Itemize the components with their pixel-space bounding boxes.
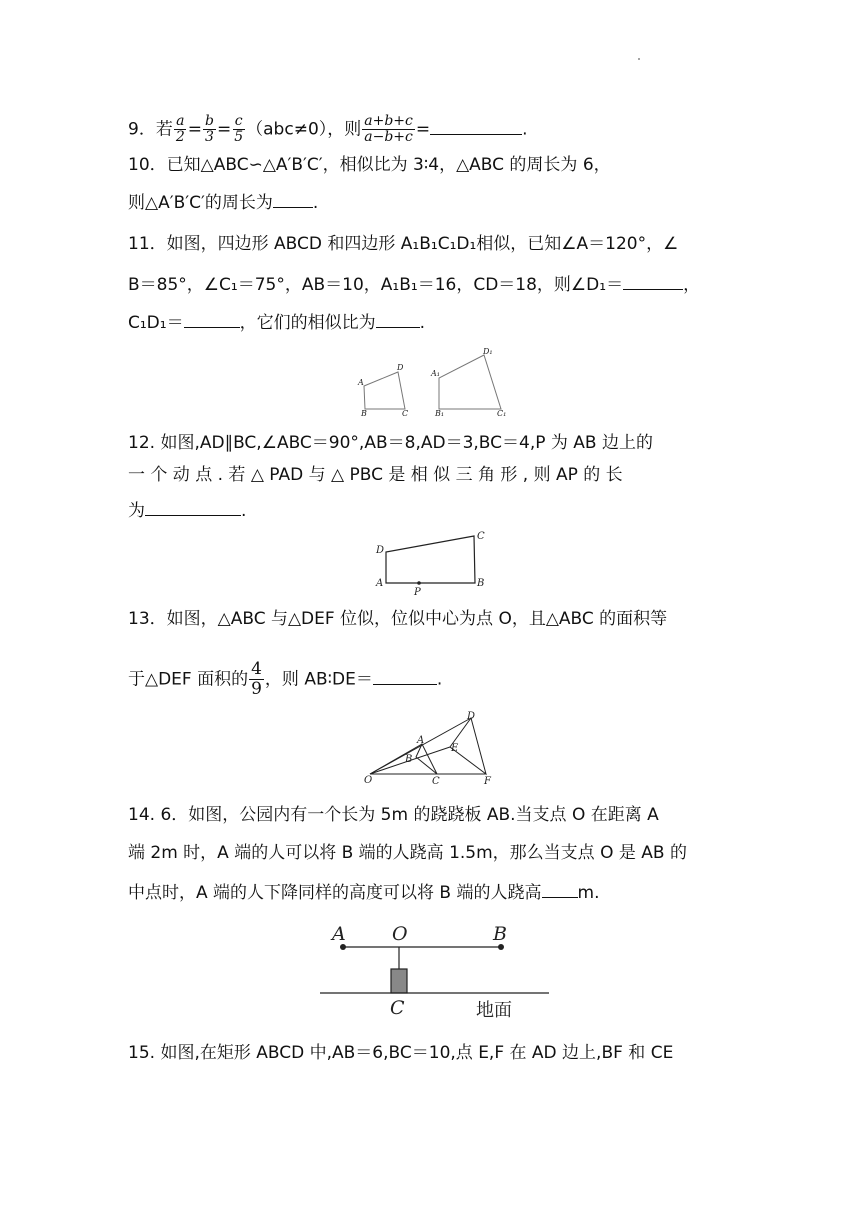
label-o: O xyxy=(392,923,408,945)
label-b: B xyxy=(493,923,507,945)
label-b: B xyxy=(361,409,367,417)
ground-label: 地面 xyxy=(476,1000,512,1021)
q12-line2: 一 个 动 点 . 若 △ PAD 与 △ PBC 是 相 似 三 角 形 , 则 AP 的 长 xyxy=(128,465,623,485)
quad-a1b1c1d1 xyxy=(439,355,501,409)
label-d: D xyxy=(397,363,404,372)
label-a: A xyxy=(417,735,425,746)
q13-line1: 13．如图，△ABC 与△DEF 位似，位似中心为点 O，且△ABC 的面积等 xyxy=(128,609,668,629)
q11-line2: B＝85°，∠C₁＝75°，AB＝10，A₁B₁＝16，CD＝18，则∠D₁＝ ， xyxy=(128,275,701,295)
q13-line2: 于△DEF 面积的 $\frac{4}{9}$ ，则 AB∶DE＝ . xyxy=(128,659,443,699)
label-c: C xyxy=(390,997,405,1019)
page-speck xyxy=(638,58,640,60)
label-a: A xyxy=(358,378,364,387)
q10-line1: 10．已知△ABC∽△A′B′C′，相似比为 3∶4，△ABC 的周长为 6， xyxy=(128,155,611,175)
trapezoid-abcd xyxy=(386,536,475,583)
label-c1: C₁ xyxy=(497,409,507,417)
q13-answer-blank[interactable] xyxy=(373,668,437,685)
label-o: O xyxy=(364,775,373,786)
q10-answer-blank[interactable] xyxy=(273,191,313,208)
q11-line1: 11．如图，四边形 ABCD 和四边形 A₁B₁C₁D₁相似，已知∠A＝120°，∠ xyxy=(128,234,679,254)
label-b: B xyxy=(405,754,413,765)
label-a1: A₁ xyxy=(431,369,440,378)
q12-figure xyxy=(370,526,490,598)
label-e: E xyxy=(451,743,459,754)
label-b: B xyxy=(477,578,485,589)
q12-line3: 为 . xyxy=(128,501,247,521)
fulcrum-block xyxy=(391,969,407,993)
triangle-abc xyxy=(416,744,437,774)
q13-area-fraction: $\frac{4}{9}$ xyxy=(251,659,262,699)
q15-line1: 15. 如图,在矩形 ABCD 中,AB＝6,BC＝10,点 E,F 在 AD 边上,BF 和 CE xyxy=(128,1043,674,1063)
q11-length-blank[interactable] xyxy=(184,311,240,328)
q9-answer-blank[interactable] xyxy=(430,118,522,135)
q13-figure xyxy=(360,707,510,787)
label-d1: D₁ xyxy=(483,347,493,356)
q12-answer-blank[interactable] xyxy=(145,499,241,516)
q14-line2: 端 2m 时，A 端的人可以将 B 端的人跷高 1.5m，那么当支点 O 是 AB 的 xyxy=(128,843,687,863)
label-c: C xyxy=(477,531,485,542)
label-c: C xyxy=(432,776,440,787)
q11-angle-blank[interactable] xyxy=(623,273,683,290)
q14-line1: 14. 6．如图，公园内有一个长为 5m 的跷跷板 AB.当支点 O 在距离 A xyxy=(128,805,659,825)
label-d: D xyxy=(376,545,385,556)
q11-figure xyxy=(355,345,515,417)
q9-line: 9．若 $\frac{a}{2}$ = $\frac{b}{3}$ = $\frac{c}{5}$ （abc≠0），则 $\frac{a+b+c}{a-b+c}$ = . xyxy=(128,113,528,145)
q9-target-fraction: $\frac{a+b+c}{a-b+c}$ xyxy=(364,113,413,145)
label-b1: B₁ xyxy=(435,409,445,417)
label-c: C xyxy=(402,409,409,417)
q9-fraction-a: $\frac{a}{2}$ xyxy=(175,113,185,145)
q11-ratio-blank[interactable] xyxy=(376,311,420,328)
label-f: F xyxy=(484,776,491,787)
q10-line2: 则△A′B′C′的周长为 . xyxy=(128,193,319,213)
q12-line1: 12. 如图,AD∥BC,∠ABC＝90°,AB＝8,AD＝3,BC＝4,P 为 AB 边上的 xyxy=(128,433,653,453)
label-a: A xyxy=(376,578,384,589)
label-d: D xyxy=(467,711,476,722)
q11-line3: C₁D₁＝ ，它们的相似比为 . xyxy=(128,313,425,333)
q14-figure xyxy=(318,918,558,1024)
q14-answer-blank[interactable] xyxy=(542,881,578,898)
q9-number: 9．若 xyxy=(128,119,173,140)
quad-abcd xyxy=(364,372,405,409)
q9-fraction-b: $\frac{b}{3}$ xyxy=(205,113,214,145)
q9-fraction-c: $\frac{c}{5}$ xyxy=(234,113,244,145)
label-p: P xyxy=(414,587,421,598)
label-a: A xyxy=(332,923,346,945)
q9-condition: （abc≠0），则 xyxy=(246,119,362,140)
q14-line3: 中点时，A 端的人下降同样的高度可以将 B 端的人跷高 m. xyxy=(128,883,600,903)
point-p xyxy=(417,581,421,585)
